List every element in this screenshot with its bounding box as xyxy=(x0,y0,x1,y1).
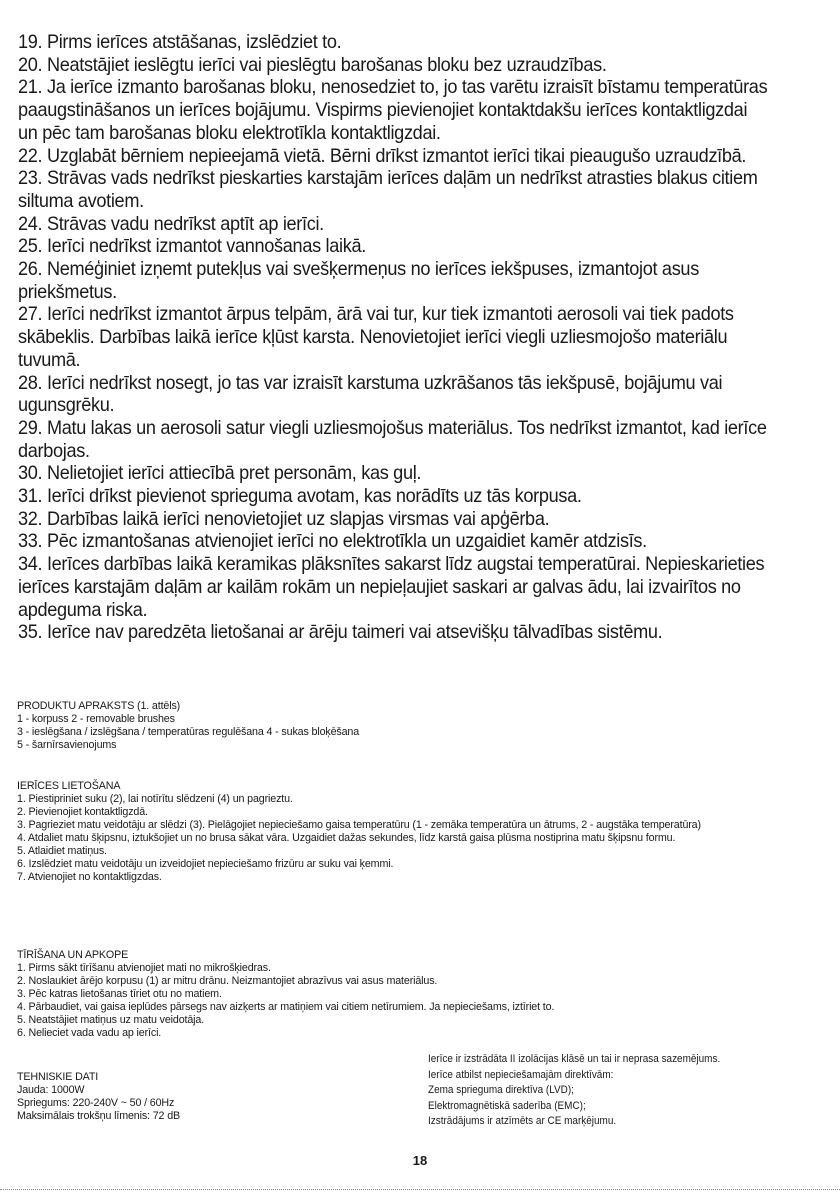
safety-item: 21. Ja ierīce izmanto barošanas bloku, nenosedziet to, jo tas varētu izraisīt bīstamu temperatūras paaugstināšanos un ierīces bojājumu. Vispirms pievienojiet kontaktdakšu ierīces kontaktligzdai un pēc tam barošanas bloku elektrotīkla kontaktligzdai. xyxy=(18,76,768,144)
safety-item: 23. Strāvas vads nedrīkst pieskarties karstajām ierīces daļām un nedrīkst atrasties blakus citiem siltuma avotiem. xyxy=(18,167,758,212)
compliance-line: Ierīce ir izstrādāta II izolācijas klāsē un tai ir neprasa sazemējums. xyxy=(428,1053,721,1065)
safety-item: 34. Ierīces darbības laikā keramikas plāksnītes sakarst līdz augstai temperatūrai. Nepieskarieties ierīces karstajām daļām ar kailām rokām un nepieļaujiet saskari ar galvas ādu, lai izvairītos no apdeguma riska. xyxy=(18,553,765,621)
safety-item: 28. Ierīci nedrīkst nosegt, jo tas var izraisīt karstuma uzkrāšanos tās iekšpusē, bojājumu vai ugunsgrēku. xyxy=(18,371,723,417)
safety-item: 25. Ierīci nedrīkst izmantot vannošanas laikā. xyxy=(18,235,366,258)
section-line: 6. Izslēdziet matu veidotāju un izveidojiet nepieciešamo frizūru ar suku vai ķemmi. xyxy=(17,858,394,870)
page-number: 18 xyxy=(412,1153,428,1168)
safety-item: 22. Uzglabāt bērniem nepieejamā vietā. Bērni drīkst izmantot ierīci tikai pieaugušo uzraudzībā. xyxy=(18,144,747,167)
section-line: 3 - ieslēgšana / izslēgšana / temperatūras regulēšana 4 - sukas bloķēšana xyxy=(17,726,360,738)
compliance-line: Ierīce atbilst nepieciešamajām direktīvām: xyxy=(428,1068,614,1081)
safety-item: 26. Neméģiniet izņemt putekļus vai svešķermeņus no ierīces iekšpuses, izmantojot asus priekšmetus. xyxy=(18,258,699,303)
section-line: 4. Atdaliet matu šķipsnu, iztukšojiet un no brusa sākat vāra. Uzgaidiet dažas sekundes, līdz karstā gaisa plūsma nostiprina matu šķipsnu formu. xyxy=(17,832,676,844)
safety-item: 32. Darbības laikā ierīci nenovietojiet uz slapjas virsmas vai apģērba. xyxy=(18,507,550,530)
section-line: Spriegums: 220-240V ~ 50 / 60Hz xyxy=(17,1097,175,1109)
section-heading: TEHNISKIE DATI xyxy=(17,1071,99,1083)
section-line: 3. Pēc katras lietošanas tīriet otu no matiem. xyxy=(17,988,222,1000)
safety-item: 35. Ierīce nav paredzēta lietošanai ar ārēju taimeri vai atsevišķu tālvadības sistēmu. xyxy=(18,621,663,644)
section-line: 3. Pagrieziet matu veidotāju ar slēdzi (3). Pielāgojiet nepieciešamo gaisa temperatūru (1 - zemāka temperatūra un ātrums, 2 - augstāka temperatūra) xyxy=(17,819,701,831)
safety-item: 29. Matu lakas un aerosoli satur viegli uzliesmojošus materiālus. Tos nedrīkst izmantot, kad ierīce darbojas. xyxy=(18,416,767,462)
section-heading: IERĪCES LIETOŠANA xyxy=(17,780,121,792)
section-line: Jauda: 1000W xyxy=(17,1084,85,1096)
section-line: 5 - šarnīrsavienojums xyxy=(17,739,117,751)
compliance-line: Zema sprieguma direktīva (LVD); xyxy=(428,1084,574,1097)
safety-item: 27. Ierīci nedrīkst izmantot ārpus telpām, ārā vai tur, kur tiek izmantoti aerosoli vai tiek padots skābeklis. Darbības laikā ierīce kļūst karsta. Nenovietojiet ierīci viegli uzliesmojošo materiālu tuvumā. xyxy=(18,303,734,371)
safety-instructions xyxy=(18,31,769,644)
compliance-line: Izstrādājums ir atzīmēts ar CE marķējumu. xyxy=(428,1115,617,1128)
section-line: Maksimālais trokšņu līmenis: 72 dB xyxy=(17,1110,181,1122)
section-line: 1 - korpuss 2 - removable brushes xyxy=(17,713,175,725)
section-line: 5. Neatstājiet matiņus uz matu veidotāja. xyxy=(17,1014,205,1026)
safety-item: 31. Ierīci drīkst pievienot sprieguma avotam, kas norādīts uz tās korpusa. xyxy=(18,485,582,508)
safety-item: 24. Strāvas vadu nedrīkst aptīt ap ierīci. xyxy=(18,212,324,235)
compliance-line: Elektromagnētiskā saderība (EMC); xyxy=(428,1099,586,1112)
product-description-section xyxy=(17,700,769,752)
section-line: 1. Piestipriniet suku (2), lai notīrītu slēdzeni (4) un pagrieztu. xyxy=(17,793,293,805)
section-line: 2. Pievienojiet kontaktligzdā. xyxy=(17,806,148,818)
section-line: 4. Pārbaudiet, vai gaisa ieplūdes pārsegs nav aizķerts ar matiņiem vai citiem netīrumiem. Ja nepieciešams, iztīriet to. xyxy=(17,1001,555,1013)
compliance-notes xyxy=(428,1052,785,1130)
section-heading: PRODUKTU APRAKSTS (1. attēls) xyxy=(17,700,181,712)
page-divider xyxy=(0,1189,840,1193)
safety-item: 30. Nelietojiet ierīci attiecībā pret personām, kas guļ. xyxy=(18,462,422,485)
section-line: 1. Pirms sākt tīrīšanu atvienojiet mati no mikrošķiedras. xyxy=(17,962,271,974)
safety-item: 19. Pirms ierīces atstāšanas, izslēdziet to. xyxy=(18,31,342,53)
section-line: 7. Atvienojiet no kontaktligzdas. xyxy=(17,871,162,883)
section-line: 5. Atlaidiet matiņus. xyxy=(17,845,107,857)
safety-item: 20. Neatstājiet ieslēgtu ierīci vai pieslēgtu barošanas bloku bez uzraudzības. xyxy=(18,53,607,76)
section-line: 6. Nelieciet vada vadu ap ierīci. xyxy=(17,1027,162,1039)
safety-item: 33. Pēc izmantošanas atvienojiet ierīci no elektrotīkla un uzgaidiet kamēr atdzisīs. xyxy=(18,530,647,553)
cleaning-section xyxy=(17,949,769,1040)
usage-section xyxy=(17,780,769,884)
section-heading: TĪRĪŠANA UN APKOPE xyxy=(17,949,129,961)
section-line: 2. Noslaukiet ārējo korpusu (1) ar mitru drānu. Neizmantojiet abrazīvus vai asus materiālus. xyxy=(17,975,438,987)
